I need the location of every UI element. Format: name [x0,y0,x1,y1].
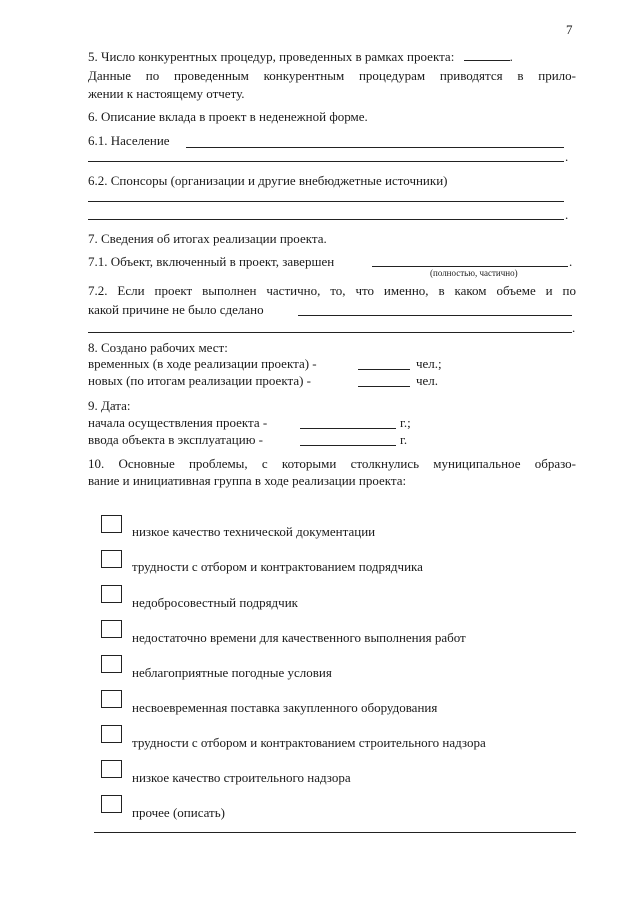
checkbox-unreliable-contractor[interactable] [101,585,122,603]
item9-start-field[interactable] [300,428,396,429]
item9-heading: 9. Дата: [88,398,131,413]
item6-sub2: 6.2. Спонсоры (организации и другие внебюджетные источники) [88,173,448,188]
checkbox-bad-weather[interactable] [101,655,122,673]
item7-sub2-line1: 7.2. Если проект выполнен частично, то, что именно, в каком объеме и по [88,283,576,298]
item5-text: 5. Число конкурентных процедур, проведенных в рамках проекта: [88,49,455,64]
item8-perm-unit: чел. [416,373,439,388]
option-poor-supervision: низкое качество строительного надзора [132,770,351,785]
item5-line2: Данные по проведенным конкурентным процедурам приводятся в прило- [88,68,576,83]
option-late-equipment: несвоевременная поставка закупленного оборудования [132,700,438,715]
checkbox-poor-documentation[interactable] [101,515,122,533]
item5-line1 [88,48,513,65]
checkbox-insufficient-time[interactable] [101,620,122,638]
item8-temp-label: временных (в ходе реализации проекта) - [88,356,317,371]
option-contractor-selection: трудности с отбором и контрактованием подрядчика [132,559,423,574]
item8-temp-unit: чел.; [416,356,442,371]
item9-commission-label: ввода объекта в эксплуатацию - [88,432,263,447]
item7-heading: 7. Сведения об итогах реализации проекта. [88,231,327,246]
item6-period-1: . [565,149,569,164]
item6-sponsors-line2[interactable] [88,219,564,220]
item6-population-line2[interactable] [88,161,564,162]
checkbox-supervision-selection[interactable] [101,725,122,743]
checkbox-late-equipment[interactable] [101,690,122,708]
item7-details-line1[interactable] [298,315,572,316]
item9-start-unit: г.; [400,415,411,430]
item7-period-1: . [569,254,573,269]
item10-line1: 10. Основные проблемы, с которыми столкнулись муниципальное образо- [88,456,576,471]
item7-details-line2[interactable] [88,332,572,333]
item5-line3: жении к настоящему отчету. [88,86,245,101]
item6-sponsors-line1[interactable] [88,201,564,202]
item9-commission-field[interactable] [300,445,396,446]
item5-period: . [509,49,513,64]
option-poor-documentation: низкое качество технической документации [132,524,376,539]
item7-sub2-line2: какой причине не было сделано [88,302,264,317]
option-bad-weather: неблагоприятные погодные условия [132,665,332,680]
checkbox-contractor-selection[interactable] [101,550,122,568]
checkbox-other[interactable] [101,795,122,813]
other-description-line[interactable] [94,832,576,833]
item7-completion-field[interactable] [372,266,568,267]
item8-heading: 8. Создано рабочих мест: [88,340,228,355]
item10-line2: вание и инициативная группа в ходе реализации проекта: [88,473,407,488]
item8-temp-field[interactable] [358,369,410,370]
item8-perm-field[interactable] [358,386,410,387]
item7-period-2: . [572,320,576,335]
option-insufficient-time: недостаточно времени для качественного выполнения работ [132,630,466,645]
item5-count-field[interactable] [464,48,510,61]
item6-heading: 6. Описание вклада в проект в неденежной форме. [88,109,368,124]
item6-period-2: . [565,207,569,222]
item8-perm-label: новых (по итогам реализации проекта) - [88,373,311,388]
checkbox-poor-supervision[interactable] [101,760,122,778]
option-other: прочее (описать) [132,805,225,820]
item7-completion-hint: (полностью, частично) [430,268,518,278]
item9-commission-unit: г. [400,432,408,447]
option-unreliable-contractor: недобросовестный подрядчик [132,595,298,610]
page-number: 7 [566,22,573,37]
item7-sub1: 7.1. Объект, включенный в проект, завершен [88,254,335,269]
item6-sub1: 6.1. Население [88,133,170,148]
item6-population-line1[interactable] [186,147,564,148]
option-supervision-selection: трудности с отбором и контрактованием строительного надзора [132,735,486,750]
item9-start-label: начала осуществления проекта - [88,415,268,430]
